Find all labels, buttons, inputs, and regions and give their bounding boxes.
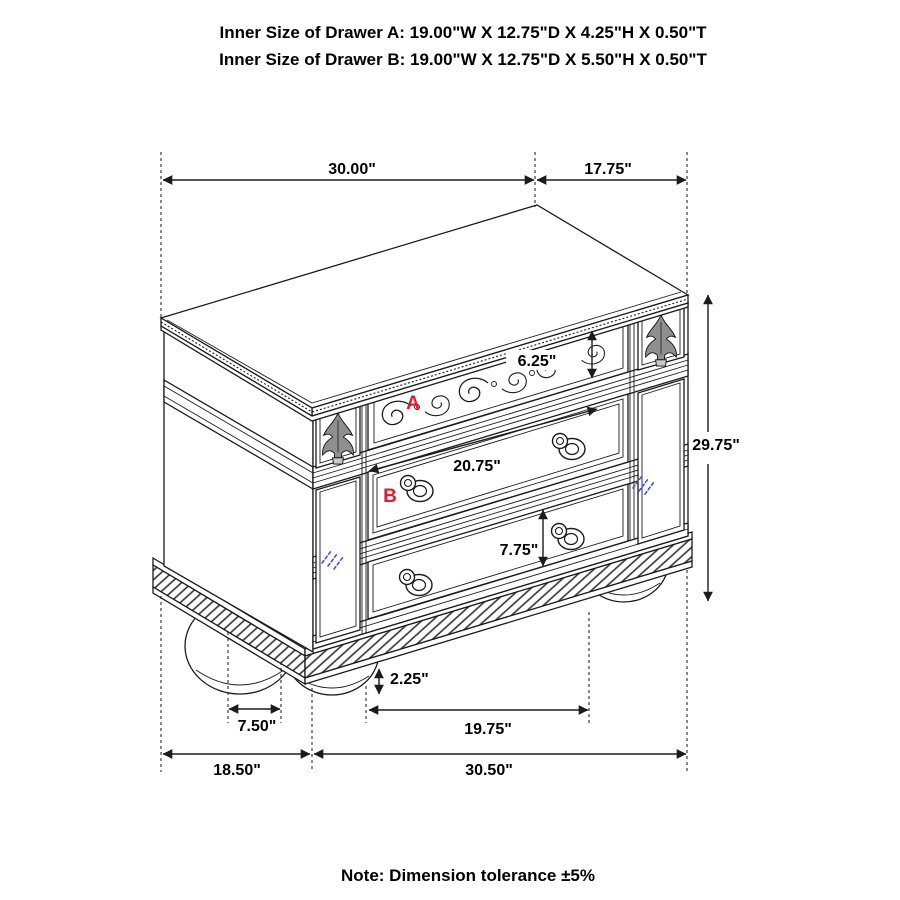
dim-overall-height <box>692 295 740 601</box>
dim-base-width <box>314 754 686 779</box>
dim-foot-height <box>379 669 429 694</box>
dim-overall-height-value: 29.75" <box>692 437 740 454</box>
dim-drawer-a-height-value: 6.25" <box>517 353 557 370</box>
drawer-a-label: A <box>406 393 420 414</box>
header-drawer-b-size: Inner Size of Drawer B: 19.00"W X 12.75"D X 5.50"H X 0.50"T <box>219 49 707 69</box>
dim-top-depth-value: 17.75" <box>584 161 632 178</box>
dim-side-feet-spacing-value: 7.50" <box>237 718 277 735</box>
header-drawer-a-size: Inner Size of Drawer A: 19.00"W X 12.75"D X 4.25"H X 0.50"T <box>219 23 707 42</box>
tolerance-note: Note: Dimension tolerance ±5% <box>341 866 595 885</box>
dim-side-feet-spacing <box>229 709 280 735</box>
drawer-b-label: B <box>383 486 397 507</box>
dim-front-feet-spacing-value: 19.75" <box>464 721 512 738</box>
left-mirror-strip <box>316 477 360 643</box>
dim-foot-height-value: 2.25" <box>390 671 429 688</box>
dim-drawer-width-value: 20.75" <box>453 458 501 475</box>
dim-top-width <box>163 161 534 180</box>
right-mirror-strip <box>638 379 684 544</box>
dim-front-feet-spacing <box>369 710 588 738</box>
dim-base-depth <box>163 754 310 779</box>
dim-top-width-value: 30.00" <box>328 161 376 178</box>
dim-base-width-value: 30.50" <box>465 762 513 779</box>
dim-top-depth <box>537 161 686 180</box>
dim-bottom-drawer-height-value: 7.75" <box>499 542 539 559</box>
dim-base-depth-value: 18.50" <box>213 762 261 779</box>
